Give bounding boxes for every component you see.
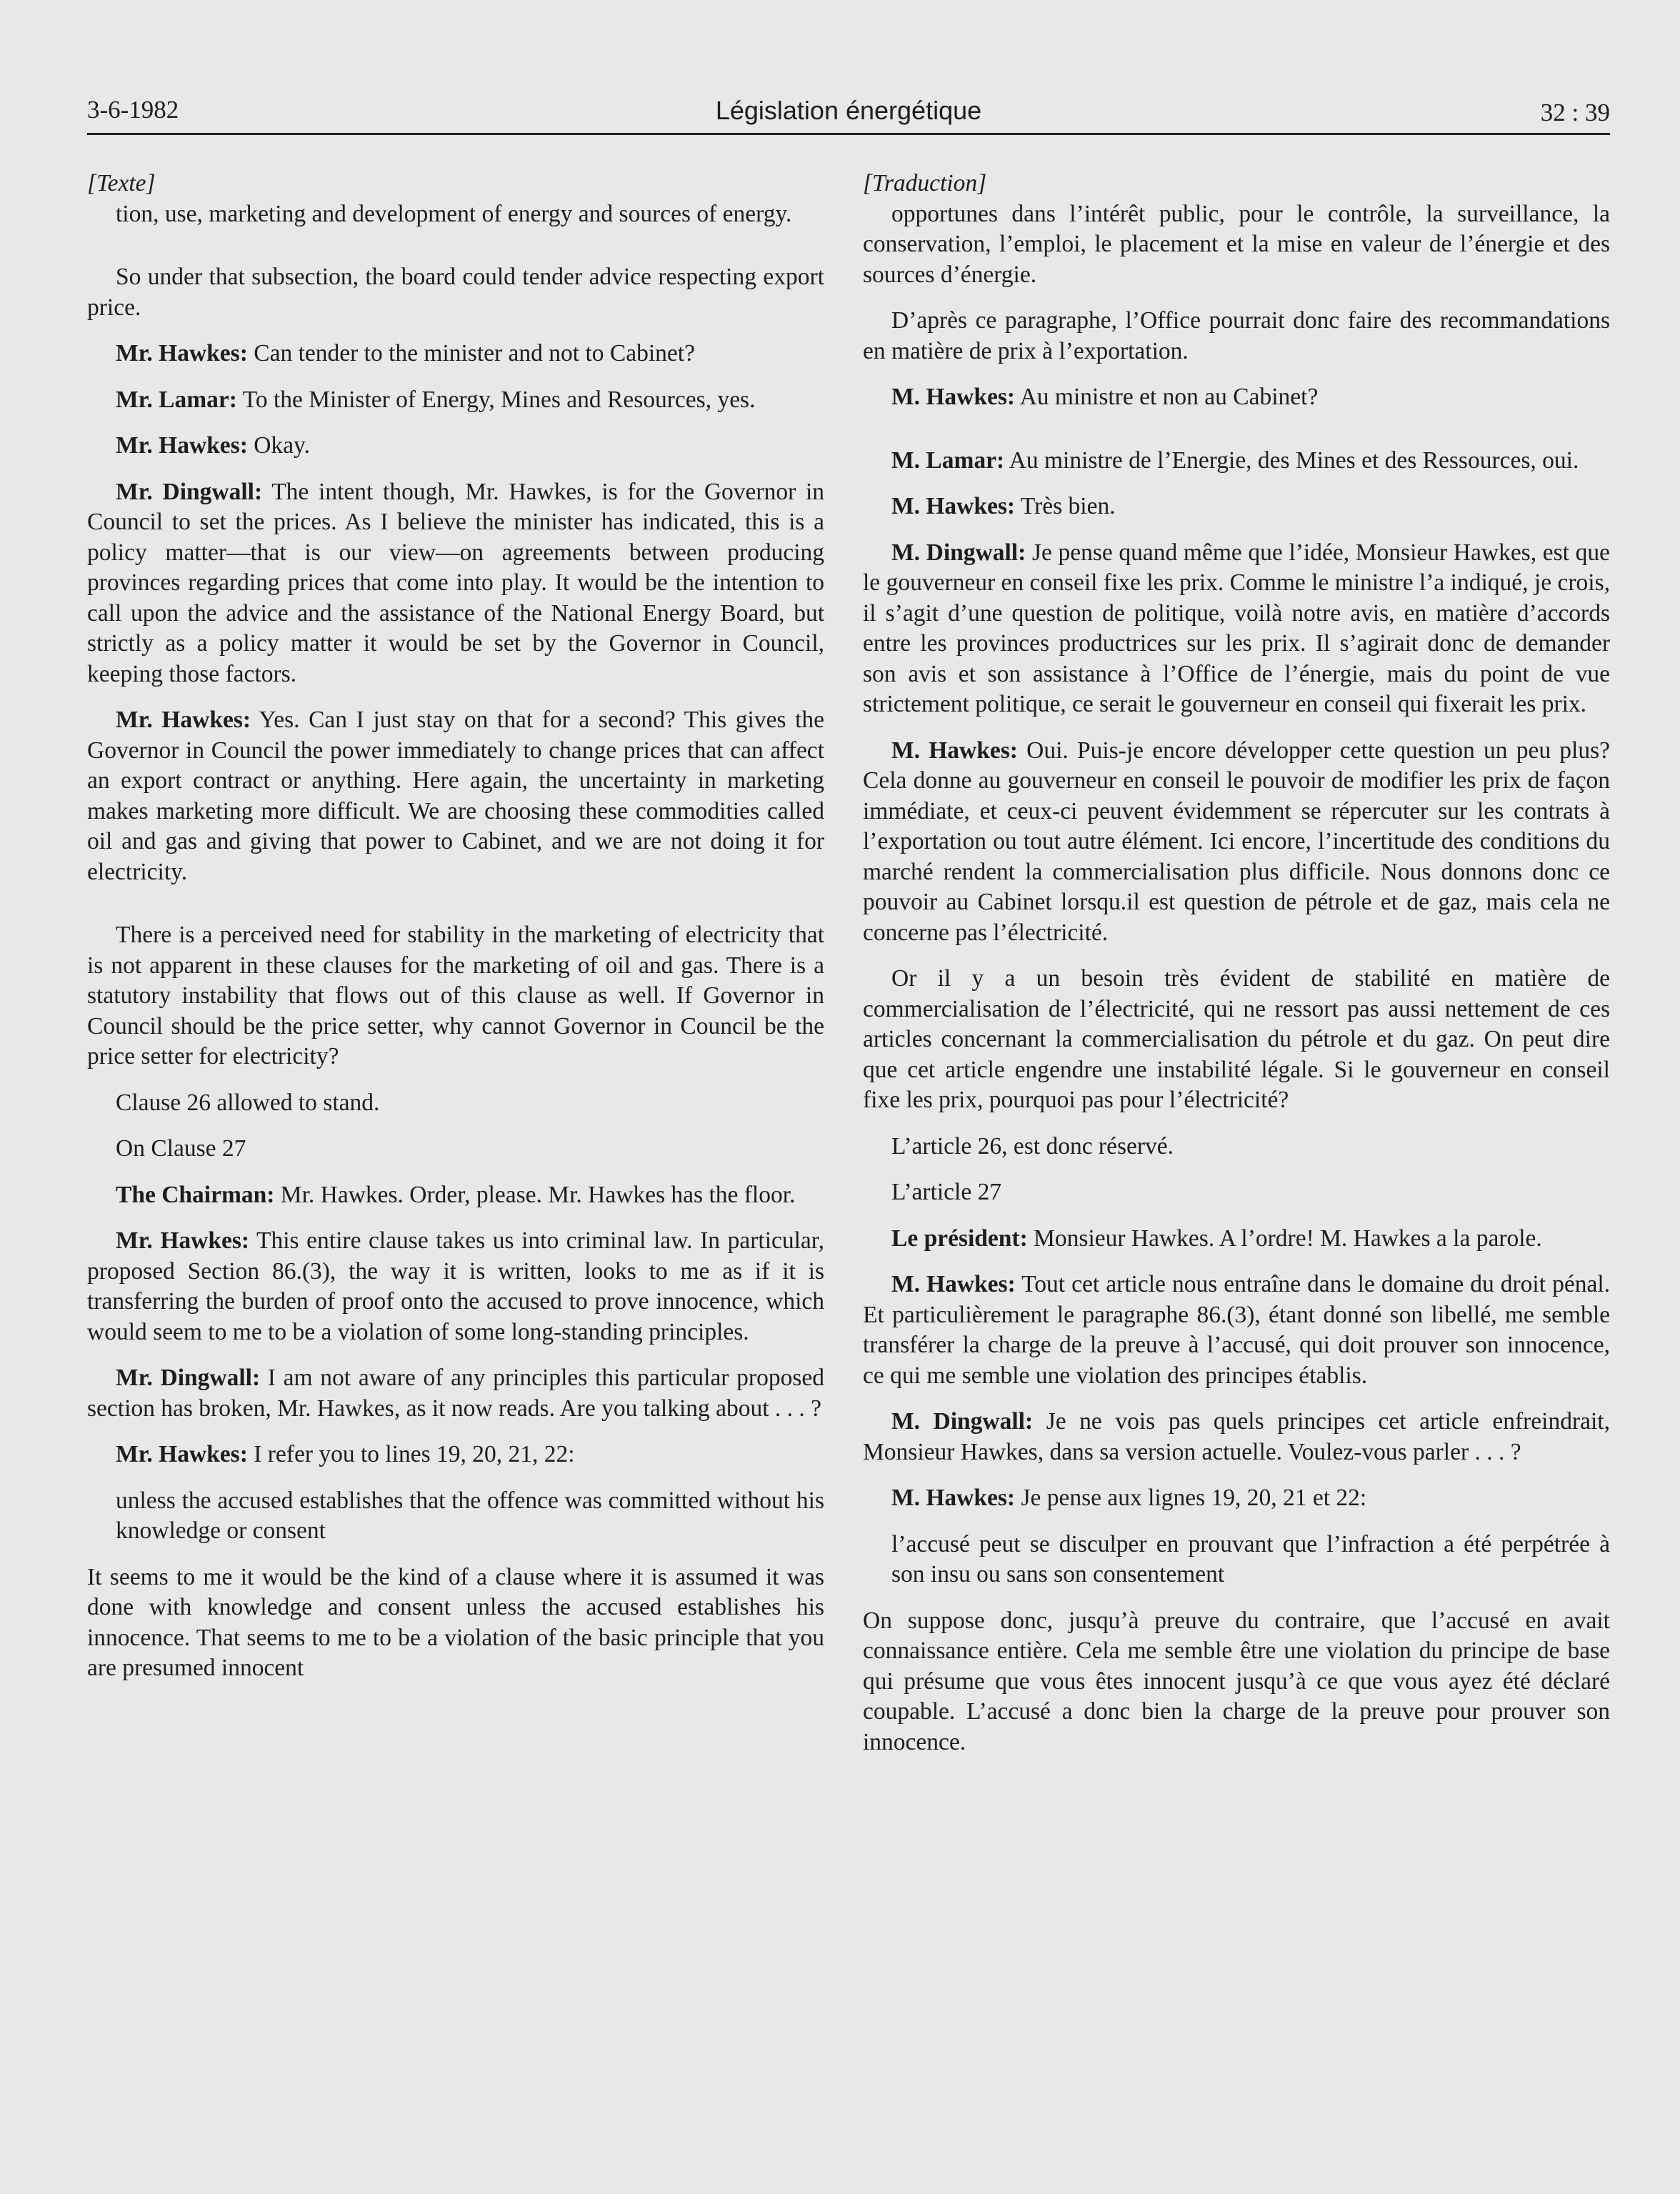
paragraph: On suppose donc, jusqu’à preuve du contraire, que l’accusé en avait connaissance entière. Cela me semble être une violation du principe de base qui présume que vous êtes innocent jusqu’à ce que vous ayez été déclaré coupable. L’accusé a donc bien la charge de la preuve pour prouver son innocence. — [863, 1607, 1610, 1755]
speaker-label: Mr. Hawkes: — [116, 707, 251, 733]
quoted-text: unless the accused establishes that the offence was committed without his knowledge or consent — [116, 1487, 824, 1544]
speech-paragraph — [87, 1180, 824, 1211]
speaker-label: Mr. Hawkes: — [116, 1441, 248, 1467]
speaker-label: M. Dingwall: — [891, 539, 1026, 566]
speech-text: Mr. Hawkes. Order, please. Mr. Hawkes has the floor. — [274, 1181, 796, 1208]
speaker-label: M. Hawkes: — [891, 737, 1018, 764]
speaker-label: M. Lamar: — [891, 447, 1005, 474]
paragraph: It seems to me it would be the kind of a clause where it is assumed it was done with knowledge and consent unless the accused establishes his innocence. That seems to me to be a violation of the basic principle that you are presumed innocent — [87, 1563, 824, 1681]
speech-paragraph — [87, 705, 824, 887]
speech-paragraph — [87, 385, 824, 416]
procedural-note: L’article 26, est donc réservé. — [891, 1132, 1174, 1160]
paragraph: D’après ce paragraphe, l’Office pourrait donc faire des recommandations en matière de prix à l’exportation. — [863, 307, 1610, 364]
speech-text: Je ne vois pas quels principes cet article enfreindrait, Monsieur Hawkes, dans sa version actuelle. Voulez-vous parler . . . ? — [863, 1408, 1610, 1465]
speech-paragraph — [863, 1483, 1610, 1514]
speech-paragraph — [863, 736, 1610, 949]
speaker-label: M. Hawkes: — [891, 1485, 1016, 1511]
speaker-label: Mr. Hawkes: — [116, 340, 248, 367]
speaker-label: Mr. Dingwall: — [116, 478, 263, 505]
speech-text: Okay. — [247, 432, 310, 459]
speech-text: Très bien. — [1015, 493, 1116, 519]
speech-text: I am not aware of any principles this particular proposed section has broken, Mr. Hawkes, as it now reads. Are you talking about . . . ? — [87, 1365, 824, 1422]
speech-text: To the Minister of Energy, Mines and Resources, yes. — [236, 386, 756, 413]
procedural-note: Clause 26 allowed to stand. — [116, 1089, 380, 1116]
speaker-label: Mr. Hawkes: — [116, 432, 248, 459]
header-date: 3-6-1982 — [87, 96, 179, 124]
speaker-label: M. Dingwall: — [891, 1408, 1034, 1435]
speaker-label: Mr. Hawkes: — [116, 1227, 250, 1254]
speech-text: Oui. Puis-je encore développer cette question un peu plus? Cela donne au gouverneur en conseil le pouvoir de modifier les prix de façon immédiate, et ceux-ci peuvent évidemment se répercuter sur les contrats à l’exportation ou tout autre élément. Ici encore, l’incertitude des conditions du marché rendent la commercialisation plus difficile. Nous donnons donc ce pouvoir au Cabinet lorsqu.il est question de pétrole et de gaz, mais cela ne concerne pas l’électricité. — [863, 737, 1611, 946]
speech-text: This entire clause takes us into criminal law. In particular, proposed Section 86.(3), the way it is written, looks to me as if it is transferring the burden of proof onto the accused to prove innocence, which would seem to me to be a violation of some long-standing principles. — [87, 1227, 824, 1345]
speaker-label: The Chairman: — [116, 1181, 275, 1208]
speaker-label: M. Hawkes: — [891, 1271, 1016, 1297]
procedural-note: On Clause 27 — [116, 1135, 246, 1162]
speech-text: Je pense quand même que l’idée, Monsieur Hawkes, est que le gouverneur en conseil fixe les prix. Comme le ministre l’a indiqué, je crois, il s’agit d’une question de politique, voilà notre avis, en matière d’accords entre les provinces productrices sur les prix. Il s’agirait donc de demander son avis et son assistance à l’Office de l’énergie, mais du point de vue strictement politique, ce serait le gouverneur en conseil qui fixerait les prix. — [863, 539, 1610, 717]
speech-paragraph — [863, 1270, 1610, 1391]
speech-text: Je pense aux lignes 19, 20, 21 et 22: — [1015, 1485, 1367, 1511]
speech-text: Tout cet article nous entraîne dans le domaine du droit pénal. Et particulièrement le paragraphe 86.(3), étant donné son libellé, me semble transférer la charge de la preuve à l’accusé, qui doit prouver son innocence, ce qui me semble une violation des principes établis. — [863, 1271, 1610, 1389]
speaker-label: Le président: — [891, 1225, 1028, 1252]
speech-paragraph — [863, 446, 1610, 477]
speaker-label: Mr. Lamar: — [116, 386, 237, 413]
left-column — [87, 169, 824, 1700]
procedural-note: L’article 27 — [891, 1179, 1002, 1205]
speech-text: The intent though, Mr. Hawkes, is for the Governor in Council to set the prices. As I believe the minister has indicated, this is a policy matter—that is our view—on agreements between producing provinces regarding prices that come into play. It would be the intention to call upon the advice and the assistance of the National Energy Board, but strictly as a policy matter it would be set by the Governor in Council, keeping those factors. — [87, 478, 824, 687]
header-title: Législation énergétique — [715, 96, 982, 125]
speech-paragraph — [87, 431, 824, 462]
speaker-label: Mr. Dingwall: — [116, 1365, 261, 1391]
speech-paragraph — [863, 382, 1610, 413]
speech-paragraph — [87, 477, 824, 690]
speech-text: Can tender to the minister and not to Cabinet? — [247, 340, 695, 367]
speech-text: Au ministre et non au Cabinet? — [1015, 384, 1319, 410]
speech-text: Yes. Can I just stay on that for a second? This gives the Governor in Council the power immediately to change prices that can affect an export contract or anything. Here again, the uncertainty in marketing makes marketing more difficult. We are choosing these commodities called oil and gas and giving that power to Cabinet, and we are not doing it for electricity. — [87, 707, 825, 885]
speech-paragraph — [87, 1226, 824, 1347]
speech-paragraph — [87, 1440, 824, 1470]
speaker-label: M. Hawkes: — [891, 384, 1016, 410]
speech-paragraph — [863, 1224, 1610, 1255]
quoted-text: l’accusé peut se disculper en prouvant que l’infraction a été perpétrée à son insu ou sans son consentement — [891, 1530, 1610, 1587]
speech-paragraph — [87, 339, 824, 369]
header-page-number: 32 : 39 — [1540, 99, 1610, 126]
translation-marker: [Traduction] — [863, 170, 987, 196]
speech-paragraph — [863, 492, 1610, 522]
speech-text: Au ministre de l’Energie, des Mines et des Ressources, oui. — [1004, 447, 1579, 474]
page-header — [87, 91, 1610, 135]
paragraph: opportunes dans l’intérêt public, pour le contrôle, la surveillance, la conservation, l’emploi, le placement et la mise en valeur de l’énergie et des sources d’énergie. — [863, 200, 1610, 288]
speaker-label: M. Hawkes: — [891, 493, 1016, 519]
speech-text: I refer you to lines 19, 20, 21, 22: — [247, 1441, 575, 1467]
text-marker: [Texte] — [87, 170, 156, 196]
speech-paragraph — [87, 1363, 824, 1424]
paragraph: Or il y a un besoin très évident de stabilité en matière de commercialisation de l’électricité, qui ne ressort pas aussi nettement de ces articles concernant la commercialisation du pétrole et du gaz. On peut dire que cet article engendre une instabilité légale. Si le gouverneur en conseil fixe les prix, pourquoi pas pour l’électricité? — [863, 965, 1610, 1113]
speech-paragraph — [863, 538, 1610, 720]
right-column — [863, 169, 1610, 1773]
paragraph: There is a perceived need for stability in the marketing of electricity that is not apparent in these clauses for the marketing of oil and gas. There is a statutory instability that flows out of this clause as well. If Governor in Council should be the price setter, why cannot Governor in Council be the price setter for electricity? — [87, 922, 824, 1069]
paragraph: So under that subsection, the board could tender advice respecting export price. — [87, 264, 824, 321]
speech-text: Monsieur Hawkes. A l’ordre! M. Hawkes a la parole. — [1027, 1225, 1542, 1252]
speech-paragraph — [863, 1407, 1610, 1467]
paragraph: tion, use, marketing and development of energy and sources of energy. — [116, 200, 792, 227]
